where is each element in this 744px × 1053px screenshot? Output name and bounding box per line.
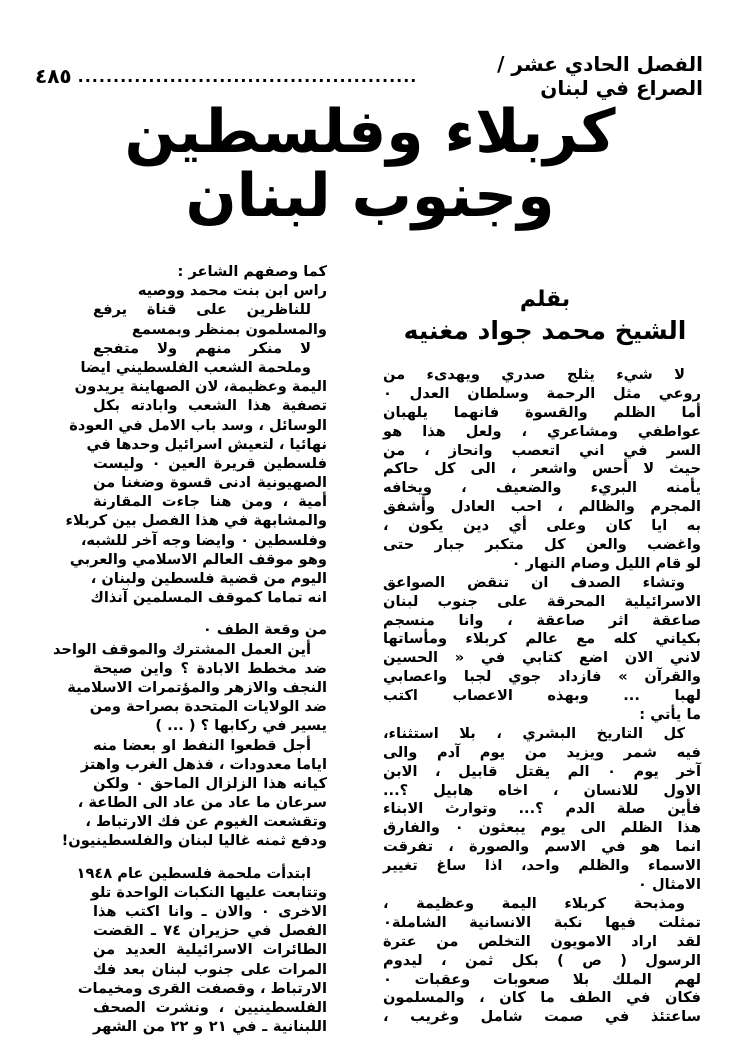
text-line: لا منكر منهم ولا متفجع	[93, 339, 311, 357]
text-line: لهبا ... وبهذه الاعصاب اكتب	[383, 687, 701, 705]
text-line: للناظرين على قناة يرفع	[93, 301, 311, 319]
column-left	[53, 262, 328, 1049]
text-line: أجل قطعوا النفط او بعضا منه	[93, 736, 311, 754]
text-line: كيانه هذا الزلزال الماحق ٠ ولكن	[93, 774, 327, 792]
text-line: وفلسطين ٠ وايضا وجه آخر للشبه،	[80, 531, 327, 549]
text-line: وملحمة الشعب الفلسطيني ايضا	[80, 358, 311, 376]
text-line: فأين صلة الدم ؟... وتوارث الابناء	[383, 800, 701, 818]
byline	[385, 285, 705, 347]
text-line: ضد الولايات المتحدة بصراحة ومن	[89, 698, 327, 716]
text-line: عواطفي ومشاعري ، ولعل هذا هو	[383, 422, 701, 440]
text-line: أما الظلم والقسوة فانهما يلهبان	[383, 403, 701, 421]
text-line: واغضب والعن كل متكبر جبار حتى	[383, 536, 701, 554]
text-line: ضد مخطط الابادة ؟ واين صيحة	[93, 659, 327, 677]
text-line: روعي مثل الرحمة وسلطان العدل ٠	[383, 384, 701, 402]
text-line: يسير في ركابها ؟ ( ... )	[155, 717, 327, 735]
text-line: اياما معدودات ، فذهل الغرب واهتز	[80, 755, 327, 773]
text-line: النجف والازهر والمؤتمرات الاسلامية	[67, 678, 327, 696]
text-block	[76, 864, 328, 1037]
text-line: فكان في الطف ما كان ، والمسلمون	[383, 989, 701, 1007]
text-line: الاسرائيلية المحرقة على جنوب لبنان	[383, 592, 701, 610]
title-line-2: وجنوب لبنان	[185, 161, 555, 231]
text-line: ما يأتي :	[639, 706, 701, 724]
text-line: الاخرى ٠ والان ـ وانا اكتب هذا	[93, 903, 327, 920]
text-line: اليمة وعظيمة، لان الصهاينة يريدون	[74, 378, 327, 396]
running-header	[35, 52, 703, 100]
text-line: بكياني كله مع عالم كربلاء ومأساتها	[383, 630, 701, 648]
text-line: تصفية هذا الشعب وابادته بكل	[93, 397, 327, 415]
text-line: اللبنانية ـ في ٢١ و ٢٢ من الشهر	[93, 1018, 328, 1036]
text-line: أمية ، ومن هنا جاءت المقارنة	[93, 493, 327, 511]
text-line: كل التاريخ البشري ، بلا استثناء،	[383, 724, 685, 742]
text-line: السر في اني اتعصب وانحاز ، من	[383, 441, 701, 459]
text-line: والمشابهة في هذا الفصل بين كربلاء	[65, 512, 327, 530]
text-line: نهائيا ، لتعيش اسرائيل وحدها في	[86, 435, 327, 453]
text-line: لا شيء يثلج صدري ويهدىء من	[383, 366, 685, 383]
byline-label: بقلم	[519, 287, 571, 312]
text-line: راس ابن بنت محمد ووصيه	[137, 282, 327, 300]
text-line: ابتدأت ملحمة فلسطين عام ١٩٤٨	[76, 864, 311, 882]
text-line: المرات على جنوب لبنان بعد فك	[93, 960, 327, 978]
leader-dots: ................................................	[77, 66, 418, 86]
text-line: المجرم والظالم ، احب العادل وأشفق	[383, 498, 701, 516]
text-line: لقد اراد الامويون التخلص من عترة	[383, 932, 701, 950]
text-line: لو قام الليل وصام النهار ٠	[511, 554, 701, 572]
text-line: صاعقة اثر صاعقة ، وانا منسجم	[383, 611, 701, 629]
text-line: ودفع ثمنه غاليا لبنان والفلسطينيون!	[61, 832, 327, 850]
text-line: الصهيونية ادنى قسوة وضغنا من	[93, 474, 327, 492]
text-line: والقرآن » فازداد جوي لجبا واعصابي	[383, 668, 701, 686]
text-line: وتتابعت عليها النكبات الواحدة تلو	[90, 883, 327, 901]
text-line: والمسلمون بمنظر وبمسمع	[131, 320, 327, 338]
text-block	[53, 620, 327, 850]
text-line: ومذبحة كربلاء اليمة وعظيمة ،	[383, 894, 685, 912]
text-line: هذا الظلم الى يوم يبعثون ٠ والفارق	[383, 819, 701, 837]
text-line: الاول للانسان ، اخاه هابيل ؟...	[383, 781, 701, 799]
text-line: آخر يوم ٠ الم يقتل قابيل ، الابن	[383, 762, 701, 780]
text-line: الاسماء والظلم واحد، اذا ساغ تغيير	[383, 857, 701, 875]
text-line: ساعتئذ في صمت شامل وغريب ،	[383, 1008, 701, 1026]
chapter-title: الفصل الحادي عشر / الصراع في لبنان	[497, 52, 703, 100]
title-line-1: كربلاء وفلسطين	[124, 97, 616, 167]
text-line: الامثال ٠	[637, 876, 701, 894]
text-line: تمثلت فيها نكبة الانسانية الشاملة٠	[383, 913, 701, 931]
text-block	[65, 262, 328, 607]
text-line: به ايا كان وعلى أي دين يكون ،	[383, 517, 701, 535]
author-name: الشيخ محمد جواد مغنيه	[403, 316, 687, 345]
text-line: وهو موقف العالم الاسلامي والعربي	[69, 550, 327, 568]
text-line: وتشاء الصدف ان تنقض الصواعق	[383, 573, 685, 591]
text-line: حيث لا أحس واشعر ، الى كل حاكم	[383, 460, 701, 478]
text-line: وتقشعت الغيوم عن فك الارتباط ،	[85, 813, 327, 831]
text-line: الفلسطينيين ، ونشرت الصحف	[93, 998, 327, 1016]
text-line: الفصل في حزيران ٧٤ ـ القضت	[93, 922, 327, 940]
text-line: لهم الملك بلا صعوبات وعقبات ٠	[383, 970, 701, 988]
text-line: اليوم من قضية فلسطين ولبنان ،	[90, 570, 327, 587]
text-line: يأمنه البريء والضعيف ، ويخافه	[383, 479, 701, 497]
column-right	[383, 366, 701, 1040]
text-line: فلسطين قريرة العين ٠ وليست	[93, 454, 328, 472]
text-line: الارتباط ، وقصفت القرى ومخيمات	[77, 979, 327, 997]
text-line: الرسول ( ص ) بكل ثمن ، ليدوم	[383, 951, 701, 969]
text-line: انما هو في الاسم والصورة ، تفرقت	[383, 838, 701, 856]
page-number: ٤٨٥	[35, 64, 72, 88]
text-line: الطائرات الاسرائيلية العديد من	[93, 941, 327, 959]
text-line: من وقعة الطف ٠	[202, 621, 327, 639]
text-block	[383, 366, 701, 1027]
text-line: أين العمل المشترك والموقف الواحد	[53, 640, 311, 658]
text-line: الوسائل ، وسد باب الامل في العودة	[69, 416, 327, 434]
text-line: كما وصفهم الشاعر :	[177, 263, 327, 280]
text-line: لاني الان اضع كتابي في « الحسين	[383, 649, 701, 667]
text-line: فيه شمر ويزيد من يوم آدم والى	[383, 743, 701, 761]
article-title	[120, 97, 620, 231]
text-line: انه تماما كموقف المسلمين آنذاك	[90, 589, 327, 607]
text-line: سرعان ما عاد من عاد الى الطاعة ،	[77, 794, 327, 812]
